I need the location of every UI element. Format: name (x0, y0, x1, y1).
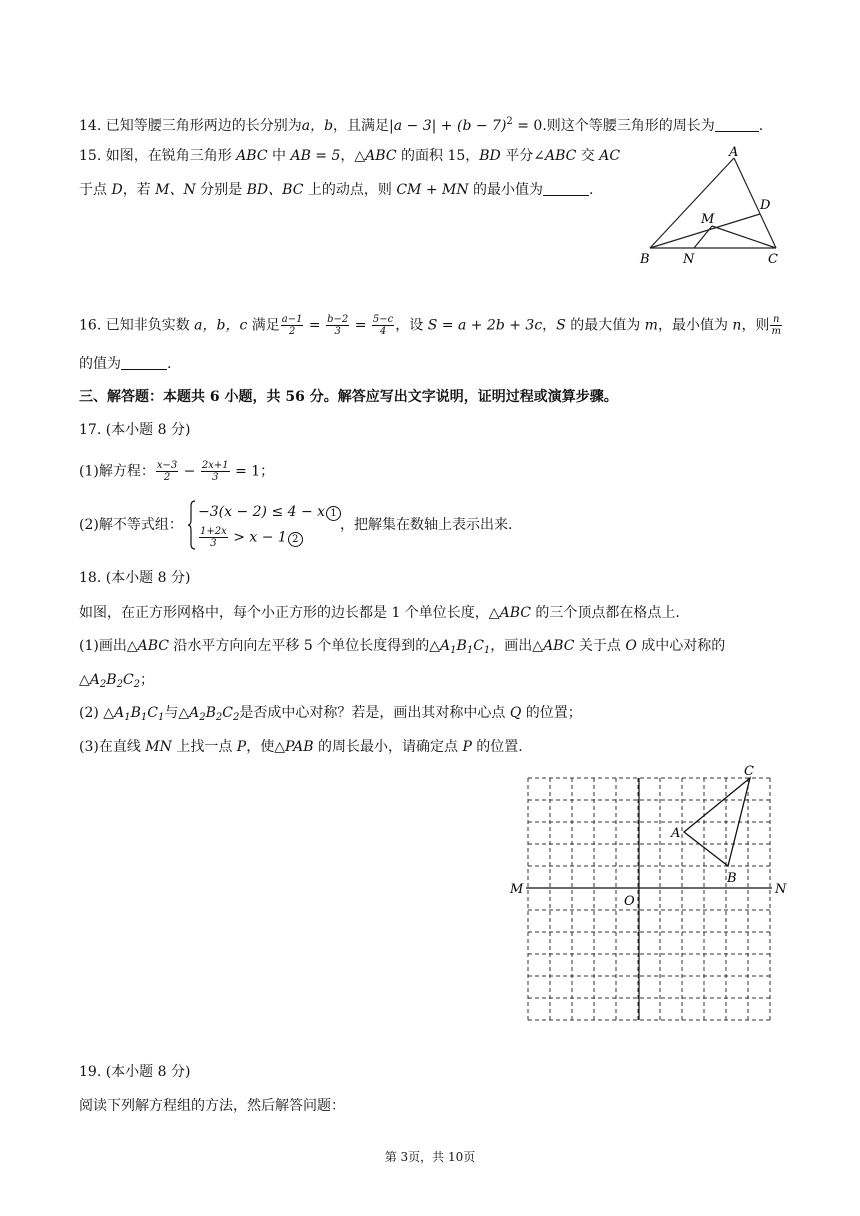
answer-blank (715, 117, 759, 132)
label-m: M (701, 212, 715, 227)
grid-label-c: C (744, 764, 754, 779)
segment-cm (712, 226, 776, 248)
grid-figure (506, 762, 792, 1026)
grid-label-m: M (510, 882, 524, 897)
brace-icon (188, 500, 196, 550)
segment-mn (694, 226, 712, 248)
question-18-title: 18. (本小题 8 分) (79, 570, 191, 586)
question-17-title: 17. (本小题 8 分) (79, 422, 191, 438)
question-19-title: 19. (本小题 8 分) (79, 1064, 191, 1080)
question-18-part1: (1)画出△ABC 沿水平方向向左平移 5 个单位长度得到的$\triangle A_1B_1C_1$，画出△ABC 关于点 O 成中心对称的 (79, 638, 726, 656)
q14-equation: |a − 3| + (b − 7) (389, 118, 507, 134)
triangle-figure (636, 146, 786, 270)
question-17-part2-label: (2)解不等式组： (79, 517, 183, 533)
answer-blank (543, 181, 589, 196)
question-18-part2: (2) $\triangle A_1B_1C_1$与$\triangle A_2B_2C_2$是否成中心对称？若是，画出其对称中心点 Q 的位置； (79, 705, 582, 723)
fraction: $\frac{a-1}{2}$ (281, 314, 303, 337)
fraction: $\frac{1+2x}{3}$ (200, 526, 227, 549)
grid-label-n: N (775, 882, 787, 897)
question-16-line2: 的值为 . (79, 356, 172, 372)
question-18-part3: (3)在直线 MN 上找一点 P，使△PAB 的周长最小，请确定点 P 的位置. (79, 739, 523, 755)
question-15-line2: 于点 D，若 M、N 分别是 BD、BC 上的动点，则 CM + MN 的最小值为 . (79, 182, 594, 198)
fraction: $\frac{n}{m}$ (771, 314, 781, 337)
grid-label-b: B (727, 871, 737, 886)
label-n: N (683, 252, 695, 267)
label-c: C (768, 252, 778, 267)
fraction: $\frac{2x+1}{3}$ (201, 460, 229, 483)
label-a: A (729, 146, 739, 160)
question-14: 14. 已知等腰三角形两边的长分别为a，b，且满足$|a - 3| + (b - 7)^2 = 0$.则这个等腰三角形的周长为 . (79, 116, 764, 134)
question-17-part1: (1)解方程： $\frac{x-3}{2}$ − $\frac{2x+1}{3}$ = 1； (79, 460, 275, 483)
label-b: B (640, 252, 650, 267)
question-19-intro: 阅读下列解方程组的方法，然后解答问题： (79, 1098, 345, 1114)
question-15-line1: 15. 如图，在锐角三角形 ABC 中 AB = 5，△ABC 的面积 15，BD 平分∠ABC 交 AC (79, 148, 621, 164)
circled-number-icon: 1 (326, 506, 341, 521)
grid-label-o: O (624, 894, 635, 909)
answer-blank (121, 355, 167, 370)
section-heading: 三、解答题：本题共 6 小题，共 56 分。解答应写出文字说明，证明过程或演算步骤。 (79, 389, 618, 405)
question-18-intro: 如图，在正方形网格中，每个小正方形的边长都是 1 个单位长度，△ABC 的三个顶点都在格点上. (79, 605, 680, 621)
question-16-line1: 16. 已知非负实数 a，b，c 满足 $\frac{a-1}{2}$ = $\frac{b-2}{3}$ = $\frac{5-c}{4}$ ，设 S = a + 2b + 3c，S 的最大值为 m，最小值为 n，则 $\frac{n}{m}$ (79, 314, 781, 337)
fraction: $\frac{x-3}{2}$ (156, 460, 178, 483)
question-17-part2-suffix: ，把解集在数轴上表示出来. (340, 517, 513, 533)
inequality-2: $\frac{1+2x}{3}$ > x − 1 2 (198, 526, 303, 549)
fraction: $\frac{5-c}{4}$ (372, 314, 394, 337)
label-d: D (760, 198, 771, 213)
grid-label-a: A (671, 826, 681, 841)
fraction: $\frac{b-2}{3}$ (327, 314, 349, 337)
question-18-part1-cont: $\triangle A_2B_2C_2$； (79, 672, 155, 690)
inequality-1: −3(x − 2) ≤ 4 − x 1 (198, 502, 341, 522)
circled-number-icon: 2 (288, 532, 303, 547)
page-footer: 第 3页，共 10页 (384, 1150, 476, 1164)
